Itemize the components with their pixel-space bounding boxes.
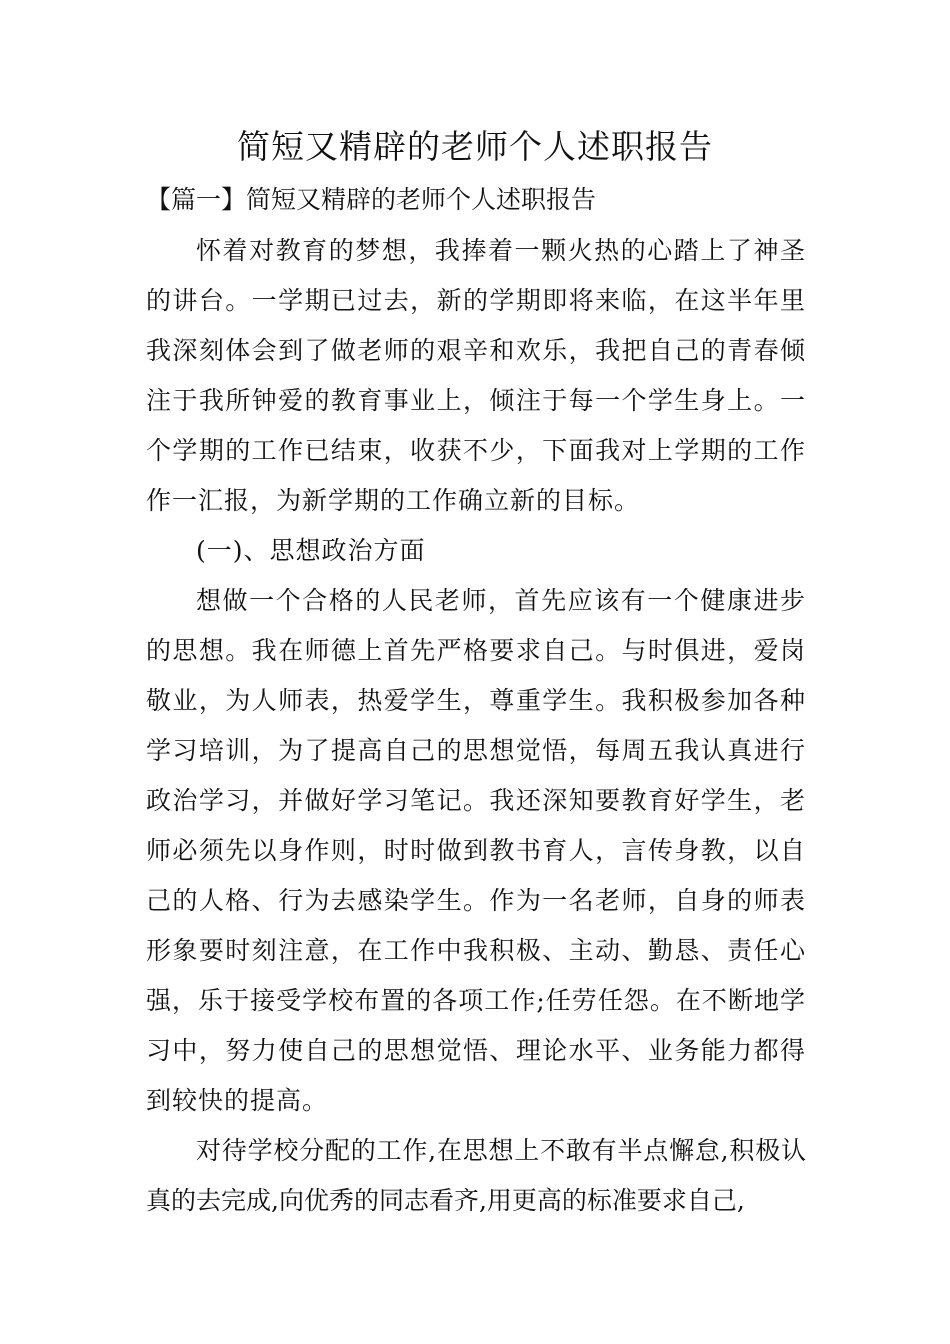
section-heading-ideology: (一)、思想政治方面 xyxy=(196,536,426,565)
paragraph-ideology: 想做一个合格的人民老师，首先应该有一个健康进步的思想。我在师德上首先严格要求自己。与时俱进，爱岗敬业，为人师表，热爱学生，尊重学生。我积极参加各种学习培训，为了提高自己的思想觉悟，每周五我认真进行政治学习，并做好学习笔记。我还深知要教育好学生，老师必须先以身作则，时时做到教书育人，言传身教，以自己的人格、行为去感染学生。作为一名老师，自身的师表形象要时刻注意，在工作中我积极、主动、勤恳、责任心强，乐于接受学校布置的各项工作;任劳任怨。在不断地学习中，努力使自己的思想觉悟、理论水平、业务能力都得到较快的提高。 xyxy=(146,586,806,1115)
document-body xyxy=(146,226,806,1226)
section-subtitle: 【篇一】简短又精辟的老师个人述职报告 xyxy=(146,185,597,214)
paragraph-intro: 怀着对教育的梦想，我捧着一颗火热的心踏上了神圣的讲台。一学期已过去，新的学期即将来临，在这半年里我深刻体会到了做老师的艰辛和欢乐，我把自己的青春倾注于我所钟爱的教育事业上，倾注于每一个学生身上。一个学期的工作已结束，收获不少，下面我对上学期的工作作一汇报，为新学期的工作确立新的目标。 xyxy=(146,236,806,515)
paragraph-work-attitude: 对待学校分配的工作,在思想上不敢有半点懈怠,积极认真的去完成,向优秀的同志看齐,用更高的标准要求自己, xyxy=(146,1136,806,1215)
document-title: 简短又精辟的老师个人述职报告 xyxy=(237,127,713,166)
